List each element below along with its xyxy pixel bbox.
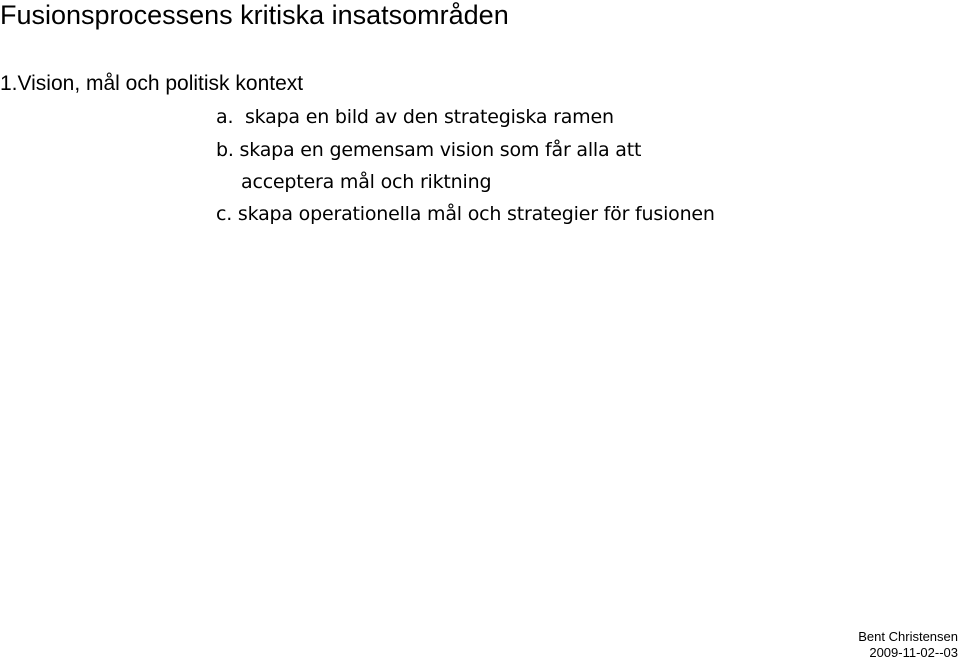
list-item-c: c. skapa operationella mål och strategier för fusionen <box>216 203 715 225</box>
slide-title: Fusionsprocessens kritiska insatsområden <box>0 0 509 30</box>
list-item-b-continuation: acceptera mål och riktning <box>241 171 492 193</box>
list-item-b: b. skapa en gemensam vision som får alla att <box>216 139 642 161</box>
section-heading: 1.Vision, mål och politisk kontext <box>0 72 304 95</box>
footer-date: 2009-11-02--03 <box>869 645 958 660</box>
list-item-a: a. skapa en bild av den strategiska ramen <box>216 106 614 128</box>
footer-author: Bent Christensen <box>858 629 958 644</box>
